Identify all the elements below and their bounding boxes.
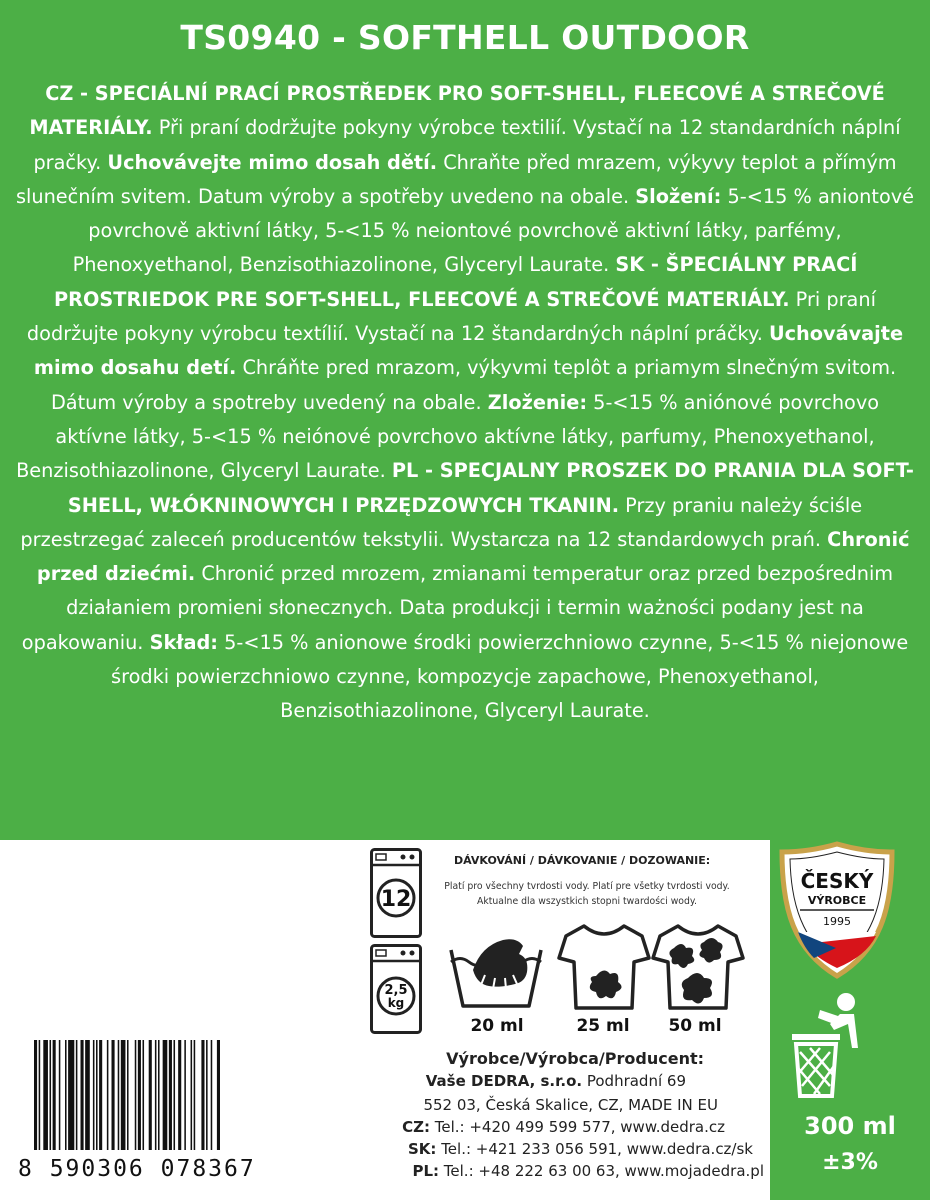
cz-warning: Uchovávejte mimo dosah dětí. <box>107 150 438 174</box>
cesky-vyrobce-badge-icon <box>776 840 898 980</box>
badge-year: 1995 <box>823 915 851 928</box>
barcode-number: 8 590306 078367 <box>18 1156 256 1182</box>
contact-cz: Tel.: +420 499 599 577, www.dedra.cz <box>429 1118 725 1136</box>
description-text <box>14 77 916 729</box>
sk-heading: SK - ŠPECIÁLNY PRACÍ PROSTRIEDOK PRE SOFT-SHELL, FLEECOVÉ A STREČOVÉ MATERIÁLY. <box>54 253 858 311</box>
sk-text-2: Chráňte pred mrazom, výkyvmi teplôt a priamym slnečným svitom. Dátum výroby a spotreby uvedený na obale. <box>50 356 897 414</box>
contact-sk-label: SK: <box>407 1140 437 1158</box>
pl-composition-label: Skład: <box>149 630 218 654</box>
volume: 300 ml <box>804 1112 896 1140</box>
pl-heading: PL - SPECJALNY PROSZEK DO PRANIA DLA SOFT-SHELL, WŁÓKNINOWYCH I PRZĘDZOWYCH TKANIN. <box>67 459 914 517</box>
load-weight-value: 2,5 <box>384 983 408 998</box>
contact-pl-label: PL: <box>412 1162 440 1180</box>
badge-line-1: ČESKÝ <box>800 869 874 893</box>
contact-pl: Tel.: +48 222 63 00 63, www.mojadedra.pl <box>439 1162 764 1180</box>
volume-tolerance: ±3% <box>822 1150 878 1175</box>
cz-composition-label: Složení: <box>635 184 722 208</box>
producer-address: 552 03, Česká Skalice, CZ, MADE IN EU <box>423 1096 718 1114</box>
producer-contact-sk <box>408 1140 753 1158</box>
contact-cz-label: CZ: <box>402 1118 430 1136</box>
pl-composition: 5-<15 % anionowe środki powierzchniowo czynne, 5-<15 % niejonowe środki powierzchniowo czynne, kompozycje zapachowe, Phenoxyethanol, Benzisothiazolinone, Glyceryl Laurate. <box>111 630 909 723</box>
producer-name: Vaše DEDRA, s.r.o. <box>425 1072 583 1090</box>
washing-machine-loads-icon <box>370 848 422 938</box>
sk-composition: 5-<15 % aniónové povrchovo aktívne látky, 5-<15 % neiónové povrchovo aktívne látky, parfumy, Phenoxyethanol, Benzisothiazolinone, Glyceryl Laurate. <box>16 390 880 483</box>
tshirt-heavy-soil-icon <box>650 920 746 1012</box>
hand-wash-basin-icon <box>445 920 547 1012</box>
dose-amount-heavy: 50 ml <box>668 1016 722 1036</box>
contact-sk: Tel.: +421 233 056 591, www.dedra.cz/sk <box>436 1140 753 1158</box>
dose-amount-light: 25 ml <box>576 1016 630 1036</box>
producer-title: Výrobce/Výrobca/Producent: <box>446 1049 704 1068</box>
cz-composition: 5-<15 % aniontové povrchově aktivní látky, 5-<15 % neiontové povrchově aktivní látky, parfémy, Phenoxyethanol, Benzisothiazolinone, Glyceryl Laurate. <box>72 184 915 277</box>
cz-text-2: Chraňte před mrazem, výkyvy teplot a přímým slunečním svitem. Datum výroby a spotřeby uvedeno na obale. <box>15 150 897 208</box>
sk-warning: Uchovávajte mimo dosahu detí. <box>33 322 904 380</box>
loads-count: 12 <box>380 887 412 912</box>
pl-warning: Chronić przed dziećmi. <box>36 527 910 586</box>
load-weight-unit: kg <box>387 996 405 1010</box>
recycle-bin-icon <box>790 990 868 1102</box>
dosing-heading: DÁVKOVÁNÍ / DÁVKOVANIE / DOZOWANIE: <box>454 854 711 867</box>
product-title: TS0940 - SOFTHELL OUTDOOR <box>180 18 750 57</box>
pl-text-1: Przy praniu należy ściśle przestrzegać zaleceń producentów tekstylii. Wystarcza na 12 standardowych prań. <box>20 493 863 551</box>
dose-amount-handwash: 20 ml <box>470 1016 524 1036</box>
barcode-icon <box>28 1040 296 1160</box>
producer-name-line <box>426 1072 686 1090</box>
cz-heading: CZ - SPECIÁLNÍ PRACÍ PROSTŘEDEK PRO SOFT-SHELL, FLEECOVÉ A STREČOVÉ MATERIÁLY. <box>29 82 885 140</box>
tshirt-light-soil-icon <box>556 920 652 1012</box>
pl-text-2: Chronić przed mrozem, zmianami temperatur oraz przed bezpośrednim działaniem promieni słonecznych. Data produkcji i termin ważności podany jest na opakowaniu. <box>21 562 894 654</box>
producer-contact-cz <box>402 1118 725 1136</box>
badge-line-2: VÝROBCE <box>807 894 867 907</box>
dosing-note-2: Aktualne dla wszystkich stopni twardości wody. <box>476 896 698 907</box>
producer-street: Podhradní 69 <box>582 1072 686 1090</box>
sk-text-1: Pri praní dodržujte pokyny výrobcu textílií. Vystačí na 12 štandardných náplní práčky. <box>26 287 876 346</box>
producer-contact-pl <box>412 1162 764 1180</box>
cz-text-1: Při praní dodržujte pokyny výrobce textilií. Vystačí na 12 standardních náplní pračky. <box>33 116 901 174</box>
dosing-note-1: Platí pro všechny tvrdosti vody. Platí pre všetky tvrdosti vody. <box>444 881 730 892</box>
washing-machine-weight-icon <box>370 944 422 1034</box>
sk-composition-label: Zloženie: <box>487 390 588 414</box>
